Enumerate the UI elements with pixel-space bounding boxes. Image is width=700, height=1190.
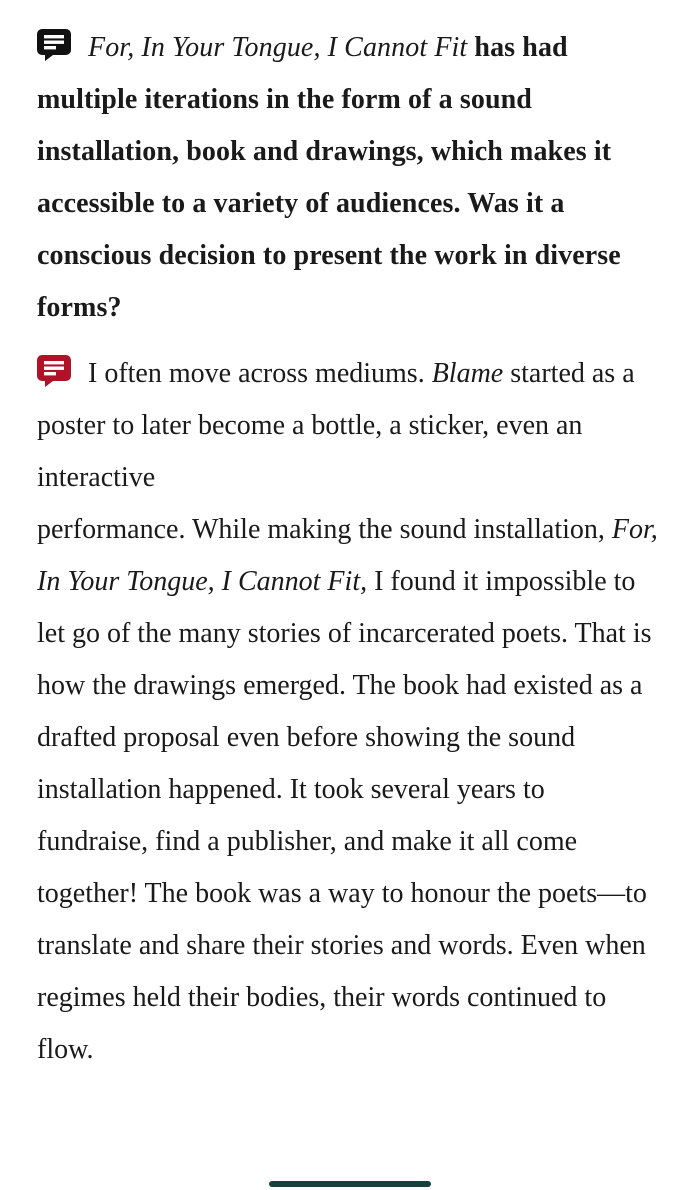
answer-text: I often move across mediums. Blame started as a poster to later become a bottle, a sticker, even an interactive performance. While making the sound installation, For, In Your Tongue, I Cannot Fit, I found it impossible to let go of the many stories of incarcerated poets. That is how the drawings emerged. The book had existed as a drafted proposal even before showing the sound installation happened. It took several years to fundraise, find a publisher, and make it all come together! The book was a way to honour the poets—to translate and share their stories and words. Even when regimes held their bodies, their words continued to flow. — [37, 358, 658, 1065]
interview-question — [37, 22, 658, 334]
question-speech-bubble-icon — [37, 29, 71, 61]
home-indicator[interactable] — [269, 1181, 431, 1187]
question-text: For, In Your Tongue, I Cannot Fit has had multiple iterations in the form of a sound installation, book and drawings, which makes it accessible to a variety of audiences. Was it a conscious decision to present the work in diverse forms? — [37, 32, 621, 323]
interview-answer — [37, 348, 658, 1076]
answer-speech-bubble-icon — [37, 355, 71, 387]
